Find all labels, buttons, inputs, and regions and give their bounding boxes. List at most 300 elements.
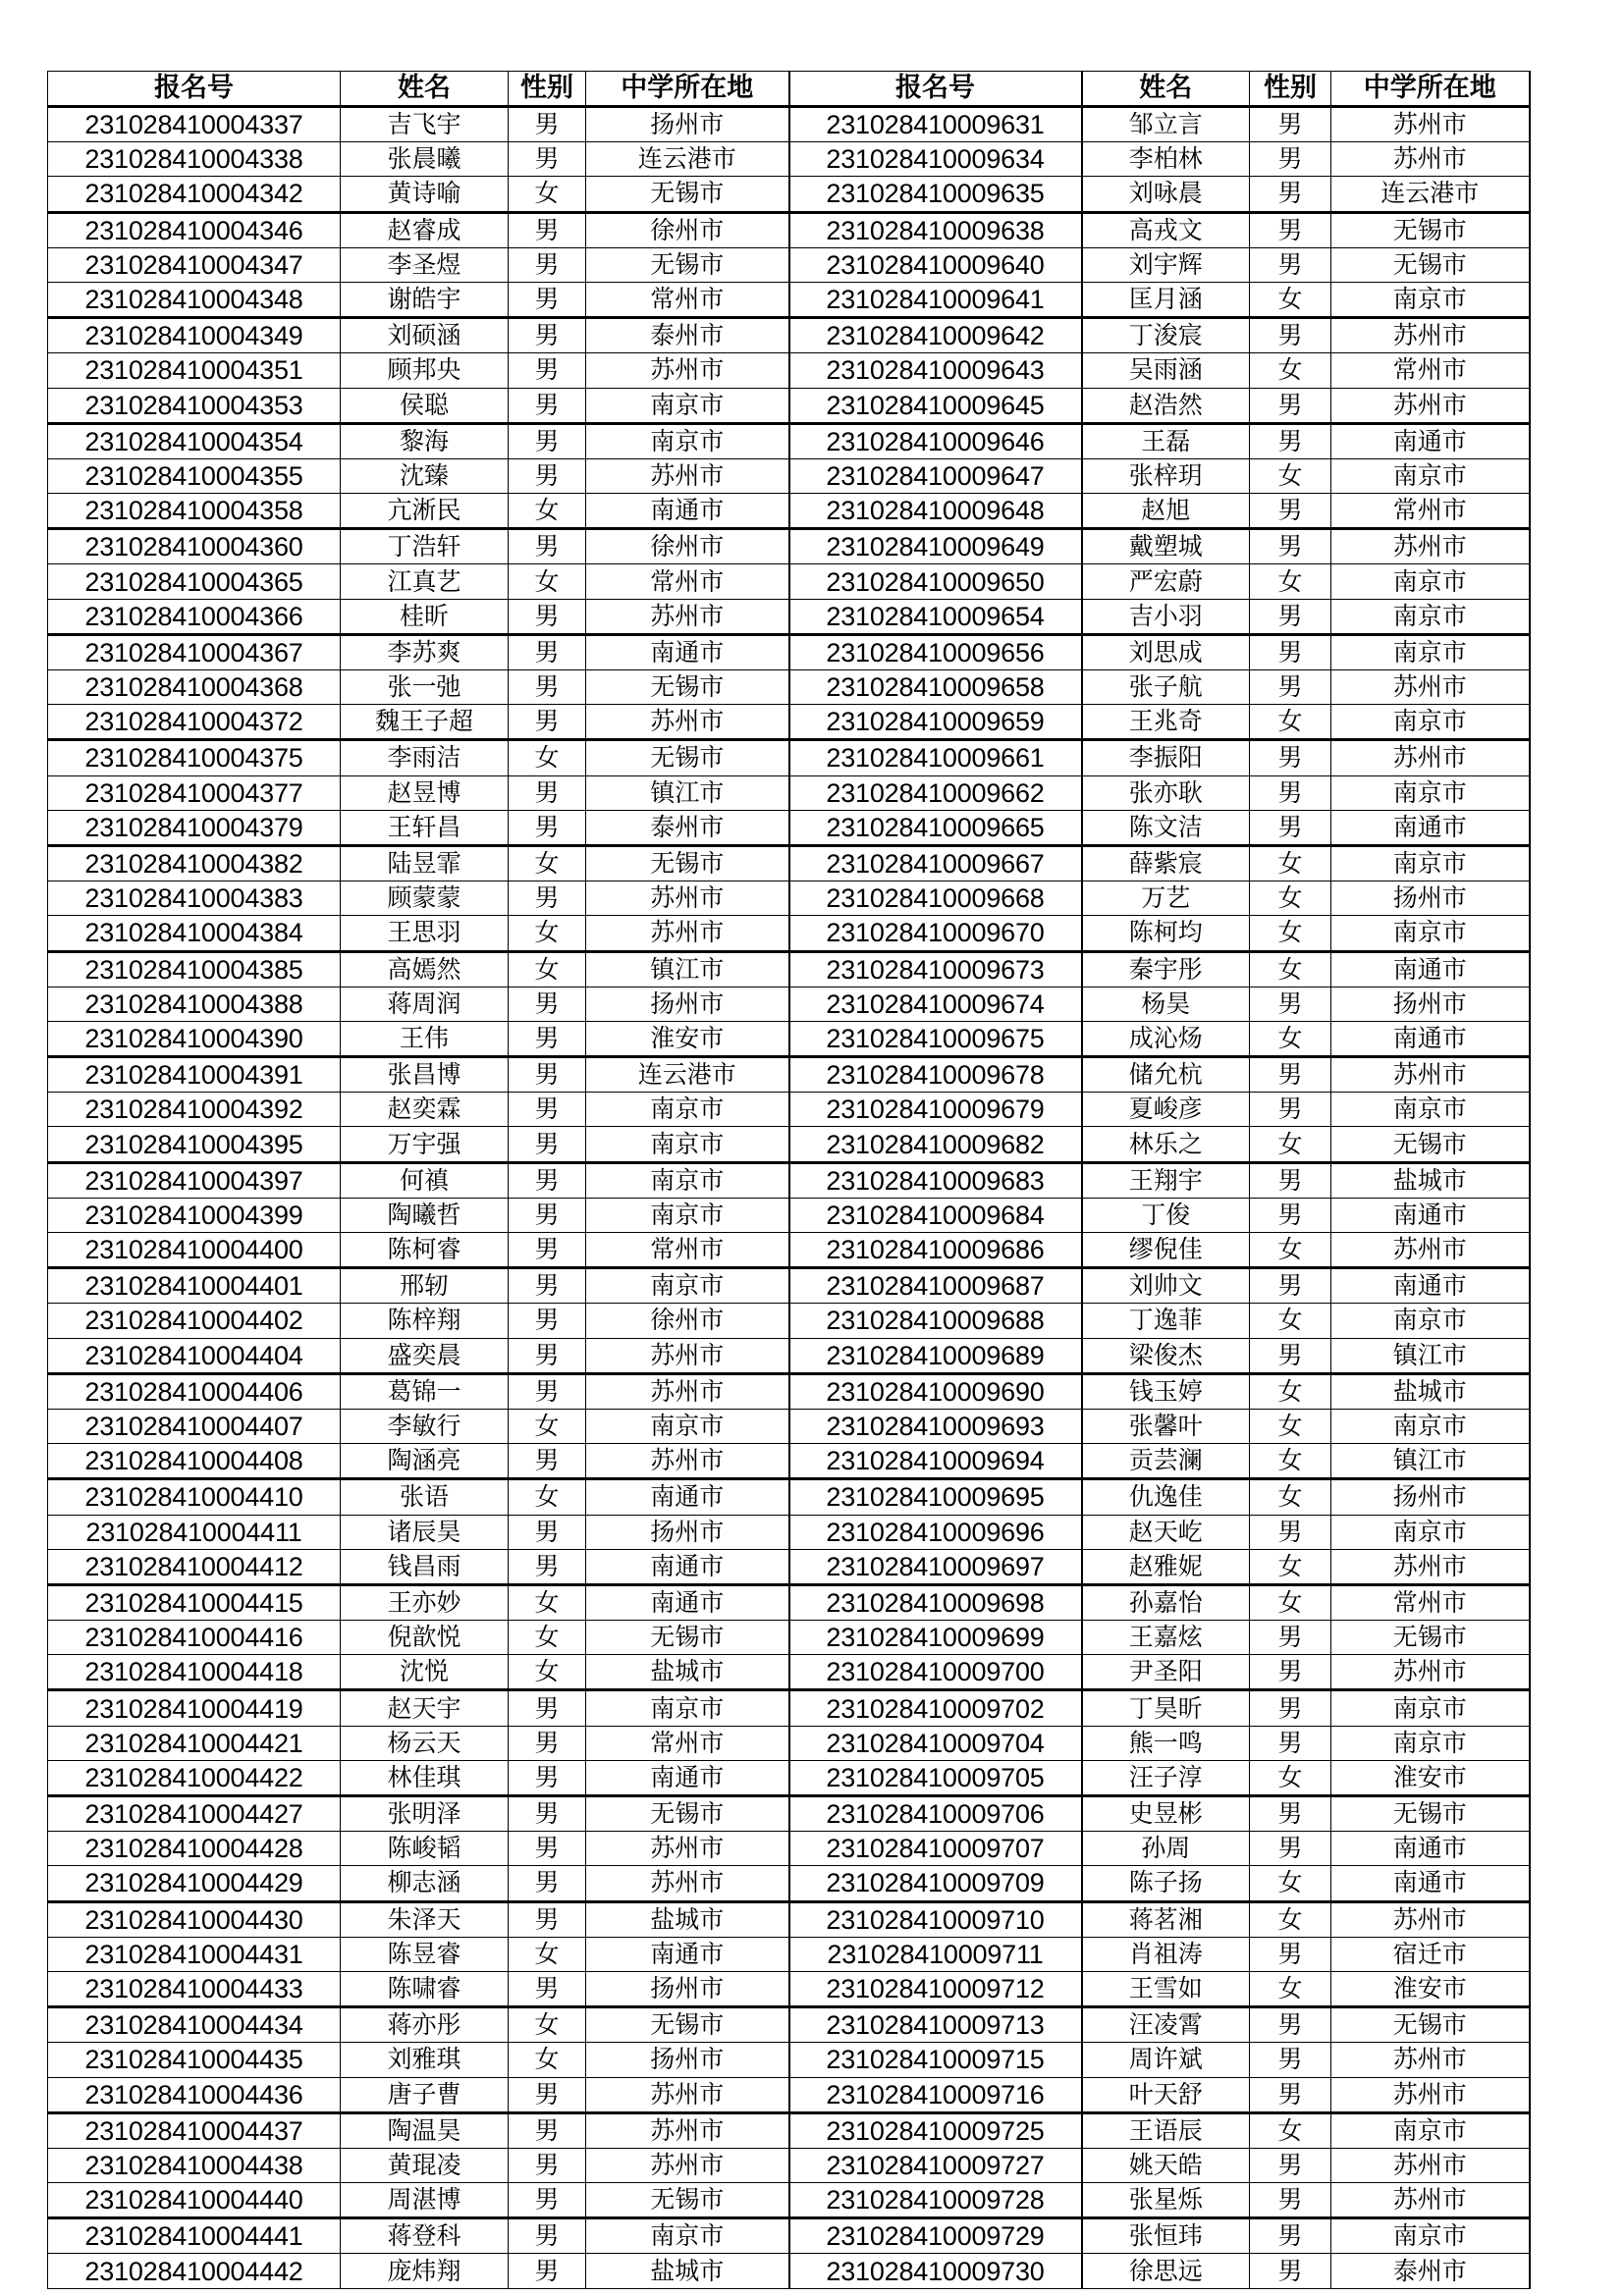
cell-gender-left: 男 — [509, 1162, 586, 1198]
cell-name-left: 顾蒙蒙 — [341, 881, 509, 916]
cell-gender-right: 女 — [1250, 282, 1331, 317]
cell-gender-right: 男 — [1250, 529, 1331, 564]
cell-school-location-right: 苏州市 — [1331, 1233, 1530, 1268]
cell-registration-no-right: 231028410009700 — [789, 1655, 1082, 1690]
cell-school-location-left: 苏州市 — [586, 916, 789, 951]
cell-school-location-left: 苏州市 — [586, 353, 789, 388]
cell-name-right: 梁俊杰 — [1082, 1338, 1250, 1373]
cell-registration-no-right: 231028410009706 — [789, 1796, 1082, 1832]
cell-school-location-left: 苏州市 — [586, 1444, 789, 1479]
table-row — [48, 1373, 1530, 1409]
cell-name-right: 王雪如 — [1082, 1971, 1250, 2006]
cell-name-left: 李苏爽 — [341, 634, 509, 669]
cell-school-location-right: 南京市 — [1331, 282, 1530, 317]
cell-registration-no-left: 231028410004429 — [48, 1866, 341, 1901]
cell-registration-no-left: 231028410004388 — [48, 987, 341, 1021]
cell-gender-left: 男 — [509, 353, 586, 388]
cell-gender-left: 男 — [509, 1127, 586, 1162]
cell-registration-no-right: 231028410009730 — [789, 2254, 1082, 2288]
cell-gender-left: 女 — [509, 2043, 586, 2077]
header-registration-no-left: 报名号 — [48, 72, 341, 107]
cell-registration-no-left: 231028410004397 — [48, 1162, 341, 1198]
cell-name-left: 朱泽天 — [341, 1901, 509, 1937]
cell-school-location-right: 扬州市 — [1331, 1479, 1530, 1515]
table-row — [48, 423, 1530, 458]
cell-name-left: 李雨洁 — [341, 740, 509, 775]
cell-name-right: 万艺 — [1082, 881, 1250, 916]
cell-school-location-left: 无锡市 — [586, 1796, 789, 1832]
cell-name-left: 赵天宇 — [341, 1690, 509, 1726]
cell-gender-right: 男 — [1250, 670, 1331, 705]
cell-registration-no-right: 231028410009716 — [789, 2077, 1082, 2112]
cell-school-location-left: 无锡市 — [586, 2183, 789, 2218]
cell-name-right: 吉小羽 — [1082, 599, 1250, 634]
cell-registration-no-left: 231028410004401 — [48, 1268, 341, 1304]
cell-name-left: 黄琨凌 — [341, 2148, 509, 2182]
cell-registration-no-left: 231028410004416 — [48, 1621, 341, 1655]
cell-name-left: 陈柯睿 — [341, 1233, 509, 1268]
cell-gender-left: 男 — [509, 705, 586, 740]
cell-name-right: 赵旭 — [1082, 494, 1250, 529]
cell-registration-no-right: 231028410009694 — [789, 1444, 1082, 1479]
cell-name-left: 王伟 — [341, 1021, 509, 1056]
cell-gender-left: 男 — [509, 2077, 586, 2112]
table-row — [48, 2183, 1530, 2218]
cell-registration-no-right: 231028410009695 — [789, 1479, 1082, 1515]
cell-school-location-left: 苏州市 — [586, 1338, 789, 1373]
cell-gender-right: 男 — [1250, 634, 1331, 669]
cell-name-left: 张昌博 — [341, 1057, 509, 1093]
cell-school-location-right: 南京市 — [1331, 916, 1530, 951]
cell-registration-no-left: 231028410004415 — [48, 1584, 341, 1620]
cell-registration-no-right: 231028410009654 — [789, 599, 1082, 634]
cell-name-right: 薛紫宸 — [1082, 845, 1250, 881]
cell-name-right: 丁俊 — [1082, 1198, 1250, 1232]
cell-gender-right: 女 — [1250, 2112, 1331, 2148]
cell-school-location-right: 苏州市 — [1331, 318, 1530, 353]
cell-name-left: 周湛博 — [341, 2183, 509, 2218]
cell-registration-no-left: 231028410004372 — [48, 705, 341, 740]
cell-school-location-left: 淮安市 — [586, 1021, 789, 1056]
cell-name-left: 王亦妙 — [341, 1584, 509, 1620]
cell-gender-left: 男 — [509, 1971, 586, 2006]
cell-name-left: 邢轫 — [341, 1268, 509, 1304]
cell-registration-no-right: 231028410009729 — [789, 2218, 1082, 2254]
cell-name-right: 王兆奇 — [1082, 705, 1250, 740]
table-row — [48, 529, 1530, 564]
cell-gender-left: 男 — [509, 1373, 586, 1409]
cell-registration-no-right: 231028410009641 — [789, 282, 1082, 317]
table-row — [48, 107, 1530, 142]
cell-gender-right: 男 — [1250, 2007, 1331, 2043]
cell-registration-no-left: 231028410004400 — [48, 1233, 341, 1268]
cell-name-left: 谢皓宇 — [341, 282, 509, 317]
cell-registration-no-right: 231028410009702 — [789, 1690, 1082, 1726]
cell-registration-no-left: 231028410004348 — [48, 282, 341, 317]
cell-name-left: 庞炜翔 — [341, 2254, 509, 2288]
cell-school-location-left: 扬州市 — [586, 1515, 789, 1549]
cell-gender-right: 女 — [1250, 1021, 1331, 1056]
cell-school-location-right: 南京市 — [1331, 1093, 1530, 1127]
cell-gender-right: 女 — [1250, 1760, 1331, 1795]
cell-name-left: 王思羽 — [341, 916, 509, 951]
cell-registration-no-left: 231028410004355 — [48, 458, 341, 493]
table-row — [48, 1866, 1530, 1901]
cell-gender-right: 女 — [1250, 1127, 1331, 1162]
cell-name-left: 沈悦 — [341, 1655, 509, 1690]
cell-registration-no-right: 231028410009659 — [789, 705, 1082, 740]
cell-name-right: 刘宇辉 — [1082, 247, 1250, 282]
cell-name-right: 李振阳 — [1082, 740, 1250, 775]
cell-registration-no-left: 231028410004347 — [48, 247, 341, 282]
cell-school-location-left: 苏州市 — [586, 705, 789, 740]
table-row — [48, 1021, 1530, 1056]
cell-school-location-left: 南京市 — [586, 388, 789, 423]
cell-gender-right: 女 — [1250, 1409, 1331, 1443]
cell-registration-no-right: 231028410009648 — [789, 494, 1082, 529]
cell-gender-left: 男 — [509, 2148, 586, 2182]
cell-registration-no-left: 231028410004342 — [48, 177, 341, 212]
cell-registration-no-right: 231028410009646 — [789, 423, 1082, 458]
cell-registration-no-left: 231028410004418 — [48, 1655, 341, 1690]
cell-gender-left: 女 — [509, 2007, 586, 2043]
cell-gender-left: 女 — [509, 177, 586, 212]
cell-school-location-right: 南京市 — [1331, 1726, 1530, 1760]
cell-school-location-left: 南京市 — [586, 1268, 789, 1304]
cell-school-location-right: 无锡市 — [1331, 2007, 1530, 2043]
cell-gender-right: 女 — [1250, 1444, 1331, 1479]
table-row — [48, 1479, 1530, 1515]
cell-registration-no-left: 231028410004383 — [48, 881, 341, 916]
cell-registration-no-right: 231028410009709 — [789, 1866, 1082, 1901]
cell-name-right: 林乐之 — [1082, 1127, 1250, 1162]
cell-gender-right: 男 — [1250, 1093, 1331, 1127]
cell-gender-left: 男 — [509, 1444, 586, 1479]
cell-registration-no-left: 231028410004358 — [48, 494, 341, 529]
cell-name-left: 唐子曹 — [341, 2077, 509, 2112]
cell-gender-right: 男 — [1250, 423, 1331, 458]
table-row — [48, 1198, 1530, 1232]
cell-name-left: 林佳琪 — [341, 1760, 509, 1795]
table-row — [48, 564, 1530, 599]
cell-school-location-right: 南通市 — [1331, 1832, 1530, 1866]
cell-school-location-right: 南通市 — [1331, 1268, 1530, 1304]
cell-name-left: 高嫣然 — [341, 951, 509, 987]
cell-name-right: 熊一鸣 — [1082, 1726, 1250, 1760]
cell-school-location-right: 南京市 — [1331, 564, 1530, 599]
cell-school-location-right: 连云港市 — [1331, 177, 1530, 212]
cell-registration-no-left: 231028410004399 — [48, 1198, 341, 1232]
cell-school-location-right: 南京市 — [1331, 1304, 1530, 1338]
cell-registration-no-right: 231028410009678 — [789, 1057, 1082, 1093]
cell-gender-left: 男 — [509, 1515, 586, 1549]
cell-gender-left: 女 — [509, 1937, 586, 1971]
cell-name-right: 汪凌霄 — [1082, 2007, 1250, 2043]
table-row — [48, 2007, 1530, 2043]
cell-registration-no-left: 231028410004427 — [48, 1796, 341, 1832]
table-row — [48, 1760, 1530, 1795]
table-row — [48, 987, 1530, 1021]
cell-registration-no-right: 231028410009650 — [789, 564, 1082, 599]
cell-gender-left: 男 — [509, 247, 586, 282]
cell-school-location-right: 南京市 — [1331, 845, 1530, 881]
cell-name-right: 叶天舒 — [1082, 2077, 1250, 2112]
cell-name-right: 钱玉婷 — [1082, 1373, 1250, 1409]
cell-school-location-left: 镇江市 — [586, 951, 789, 987]
cell-name-left: 何禛 — [341, 1162, 509, 1198]
cell-registration-no-right: 231028410009689 — [789, 1338, 1082, 1373]
table-row — [48, 1515, 1530, 1549]
cell-name-left: 丁浩轩 — [341, 529, 509, 564]
cell-name-right: 孙嘉怡 — [1082, 1584, 1250, 1620]
cell-registration-no-left: 231028410004434 — [48, 2007, 341, 2043]
cell-school-location-right: 南京市 — [1331, 599, 1530, 634]
cell-school-location-left: 连云港市 — [586, 142, 789, 177]
cell-registration-no-right: 231028410009712 — [789, 1971, 1082, 2006]
cell-registration-no-left: 231028410004392 — [48, 1093, 341, 1127]
cell-gender-right: 男 — [1250, 599, 1331, 634]
cell-registration-no-right: 231028410009686 — [789, 1233, 1082, 1268]
table-row — [48, 951, 1530, 987]
table-row — [48, 1057, 1530, 1093]
table-row — [48, 282, 1530, 317]
cell-name-right: 丁浚宸 — [1082, 318, 1250, 353]
cell-gender-left: 女 — [509, 494, 586, 529]
cell-registration-no-left: 231028410004430 — [48, 1901, 341, 1937]
cell-name-right: 刘帅文 — [1082, 1268, 1250, 1304]
cell-gender-right: 男 — [1250, 142, 1331, 177]
cell-name-right: 赵天屹 — [1082, 1515, 1250, 1549]
cell-gender-left: 男 — [509, 1093, 586, 1127]
cell-registration-no-right: 231028410009634 — [789, 142, 1082, 177]
table-row — [48, 1233, 1530, 1268]
cell-gender-left: 男 — [509, 1796, 586, 1832]
cell-school-location-left: 泰州市 — [586, 318, 789, 353]
cell-name-right: 刘咏晨 — [1082, 177, 1250, 212]
cell-gender-right: 女 — [1250, 1971, 1331, 2006]
cell-registration-no-right: 231028410009715 — [789, 2043, 1082, 2077]
cell-school-location-right: 盐城市 — [1331, 1373, 1530, 1409]
cell-gender-right: 男 — [1250, 2043, 1331, 2077]
cell-name-right: 杨昊 — [1082, 987, 1250, 1021]
cell-gender-left: 男 — [509, 1198, 586, 1232]
cell-gender-left: 女 — [509, 740, 586, 775]
cell-name-left: 盛奕晨 — [341, 1338, 509, 1373]
cell-name-left: 陶涵亮 — [341, 1444, 509, 1479]
cell-registration-no-right: 231028410009649 — [789, 529, 1082, 564]
cell-name-right: 史昱彬 — [1082, 1796, 1250, 1832]
cell-school-location-right: 无锡市 — [1331, 1621, 1530, 1655]
cell-name-right: 张星烁 — [1082, 2183, 1250, 2218]
cell-gender-left: 男 — [509, 1338, 586, 1373]
cell-name-left: 陆昱霏 — [341, 845, 509, 881]
cell-name-left: 葛锦一 — [341, 1373, 509, 1409]
cell-gender-right: 男 — [1250, 107, 1331, 142]
cell-school-location-right: 宿迁市 — [1331, 1937, 1530, 1971]
cell-registration-no-left: 231028410004404 — [48, 1338, 341, 1373]
cell-name-left: 江真艺 — [341, 564, 509, 599]
cell-gender-right: 男 — [1250, 2148, 1331, 2182]
cell-name-left: 亢淅民 — [341, 494, 509, 529]
cell-school-location-left: 南京市 — [586, 2218, 789, 2254]
cell-gender-right: 男 — [1250, 1057, 1331, 1093]
cell-school-location-right: 苏州市 — [1331, 2043, 1530, 2077]
cell-registration-no-right: 231028410009713 — [789, 2007, 1082, 2043]
cell-name-left: 侯聪 — [341, 388, 509, 423]
cell-registration-no-left: 231028410004353 — [48, 388, 341, 423]
cell-name-right: 夏峻彦 — [1082, 1093, 1250, 1127]
cell-school-location-left: 无锡市 — [586, 177, 789, 212]
cell-registration-no-right: 231028410009635 — [789, 177, 1082, 212]
cell-school-location-left: 无锡市 — [586, 845, 789, 881]
cell-registration-no-left: 231028410004410 — [48, 1479, 341, 1515]
cell-registration-no-right: 231028410009656 — [789, 634, 1082, 669]
cell-registration-no-right: 231028410009704 — [789, 1726, 1082, 1760]
cell-name-left: 蒋亦彤 — [341, 2007, 509, 2043]
cell-registration-no-left: 231028410004391 — [48, 1057, 341, 1093]
cell-registration-no-right: 231028410009699 — [789, 1621, 1082, 1655]
cell-school-location-right: 泰州市 — [1331, 2254, 1530, 2288]
cell-gender-left: 男 — [509, 599, 586, 634]
table-row — [48, 2112, 1530, 2148]
cell-registration-no-right: 231028410009668 — [789, 881, 1082, 916]
cell-registration-no-left: 231028410004375 — [48, 740, 341, 775]
cell-school-location-left: 无锡市 — [586, 1621, 789, 1655]
cell-gender-left: 男 — [509, 212, 586, 247]
cell-school-location-right: 南通市 — [1331, 1198, 1530, 1232]
cell-name-right: 张馨叶 — [1082, 1409, 1250, 1443]
cell-gender-right: 男 — [1250, 1726, 1331, 1760]
cell-registration-no-left: 231028410004438 — [48, 2148, 341, 2182]
cell-gender-right: 男 — [1250, 1796, 1331, 1832]
cell-school-location-right: 苏州市 — [1331, 388, 1530, 423]
cell-school-location-right: 苏州市 — [1331, 1549, 1530, 1584]
cell-gender-left: 男 — [509, 810, 586, 845]
cell-school-location-left: 南通市 — [586, 1584, 789, 1620]
cell-gender-right: 女 — [1250, 1901, 1331, 1937]
cell-registration-no-right: 231028410009638 — [789, 212, 1082, 247]
table-row — [48, 1796, 1530, 1832]
cell-gender-right: 男 — [1250, 2218, 1331, 2254]
table-row — [48, 881, 1530, 916]
cell-gender-left: 男 — [509, 634, 586, 669]
cell-school-location-right: 苏州市 — [1331, 740, 1530, 775]
cell-name-left: 王轩昌 — [341, 810, 509, 845]
cell-school-location-right: 淮安市 — [1331, 1971, 1530, 2006]
cell-school-location-left: 无锡市 — [586, 670, 789, 705]
cell-school-location-left: 苏州市 — [586, 1832, 789, 1866]
cell-gender-right: 男 — [1250, 1338, 1331, 1373]
cell-name-right: 陈文洁 — [1082, 810, 1250, 845]
cell-gender-right: 女 — [1250, 1584, 1331, 1620]
cell-name-right: 邹立言 — [1082, 107, 1250, 142]
table-row — [48, 1338, 1530, 1373]
cell-gender-right: 女 — [1250, 1304, 1331, 1338]
cell-gender-left: 男 — [509, 423, 586, 458]
cell-registration-no-left: 231028410004338 — [48, 142, 341, 177]
cell-name-right: 仇逸佳 — [1082, 1479, 1250, 1515]
cell-name-left: 钱昌雨 — [341, 1549, 509, 1584]
cell-gender-right: 男 — [1250, 1832, 1331, 1866]
cell-school-location-left: 盐城市 — [586, 1901, 789, 1937]
table-row — [48, 1162, 1530, 1198]
table-row — [48, 670, 1530, 705]
cell-school-location-left: 苏州市 — [586, 458, 789, 493]
cell-school-location-right: 南京市 — [1331, 634, 1530, 669]
header-name-right: 姓名 — [1082, 72, 1250, 107]
cell-gender-left: 女 — [509, 916, 586, 951]
table-row — [48, 705, 1530, 740]
cell-registration-no-left: 231028410004411 — [48, 1515, 341, 1549]
cell-registration-no-right: 231028410009647 — [789, 458, 1082, 493]
cell-school-location-right: 南京市 — [1331, 2112, 1530, 2148]
table-row — [48, 177, 1530, 212]
cell-school-location-right: 南通市 — [1331, 423, 1530, 458]
cell-registration-no-left: 231028410004382 — [48, 845, 341, 881]
table-row — [48, 353, 1530, 388]
cell-name-left: 柳志涵 — [341, 1866, 509, 1901]
cell-school-location-right: 南通市 — [1331, 1866, 1530, 1901]
cell-registration-no-left: 231028410004385 — [48, 951, 341, 987]
cell-registration-no-right: 231028410009679 — [789, 1093, 1082, 1127]
cell-name-right: 匡月涵 — [1082, 282, 1250, 317]
cell-gender-right: 女 — [1250, 458, 1331, 493]
cell-registration-no-right: 231028410009697 — [789, 1549, 1082, 1584]
cell-school-location-left: 苏州市 — [586, 2148, 789, 2182]
cell-school-location-left: 扬州市 — [586, 107, 789, 142]
cell-registration-no-left: 231028410004349 — [48, 318, 341, 353]
cell-name-left: 魏王子超 — [341, 705, 509, 740]
cell-name-right: 王翔宇 — [1082, 1162, 1250, 1198]
cell-registration-no-right: 231028410009661 — [789, 740, 1082, 775]
cell-school-location-right: 苏州市 — [1331, 142, 1530, 177]
cell-school-location-left: 南通市 — [586, 634, 789, 669]
cell-gender-left: 女 — [509, 1621, 586, 1655]
cell-registration-no-left: 231028410004384 — [48, 916, 341, 951]
cell-registration-no-right: 231028410009658 — [789, 670, 1082, 705]
table-row — [48, 2077, 1530, 2112]
cell-gender-left: 男 — [509, 1549, 586, 1584]
cell-name-left: 陶温昊 — [341, 2112, 509, 2148]
cell-registration-no-left: 231028410004367 — [48, 634, 341, 669]
cell-registration-no-left: 231028410004395 — [48, 1127, 341, 1162]
cell-registration-no-right: 231028410009688 — [789, 1304, 1082, 1338]
cell-registration-no-right: 231028410009710 — [789, 1901, 1082, 1937]
cell-name-right: 戴塑城 — [1082, 529, 1250, 564]
table-row — [48, 142, 1530, 177]
cell-name-left: 蒋周润 — [341, 987, 509, 1021]
cell-registration-no-left: 231028410004421 — [48, 1726, 341, 1760]
cell-school-location-right: 南京市 — [1331, 2218, 1530, 2254]
cell-registration-no-left: 231028410004422 — [48, 1760, 341, 1795]
cell-name-right: 秦宇彤 — [1082, 951, 1250, 987]
cell-registration-no-right: 231028410009674 — [789, 987, 1082, 1021]
cell-school-location-left: 南通市 — [586, 494, 789, 529]
table-row — [48, 1937, 1530, 1971]
cell-school-location-right: 南通市 — [1331, 810, 1530, 845]
cell-registration-no-left: 231028410004346 — [48, 212, 341, 247]
cell-registration-no-left: 231028410004377 — [48, 775, 341, 810]
cell-gender-right: 男 — [1250, 810, 1331, 845]
cell-gender-right: 女 — [1250, 705, 1331, 740]
cell-school-location-left: 徐州市 — [586, 1304, 789, 1338]
cell-name-right: 贡芸澜 — [1082, 1444, 1250, 1479]
cell-school-location-left: 无锡市 — [586, 2007, 789, 2043]
cell-school-location-right: 苏州市 — [1331, 670, 1530, 705]
cell-registration-no-right: 231028410009631 — [789, 107, 1082, 142]
table-row — [48, 458, 1530, 493]
cell-gender-left: 男 — [509, 1832, 586, 1866]
